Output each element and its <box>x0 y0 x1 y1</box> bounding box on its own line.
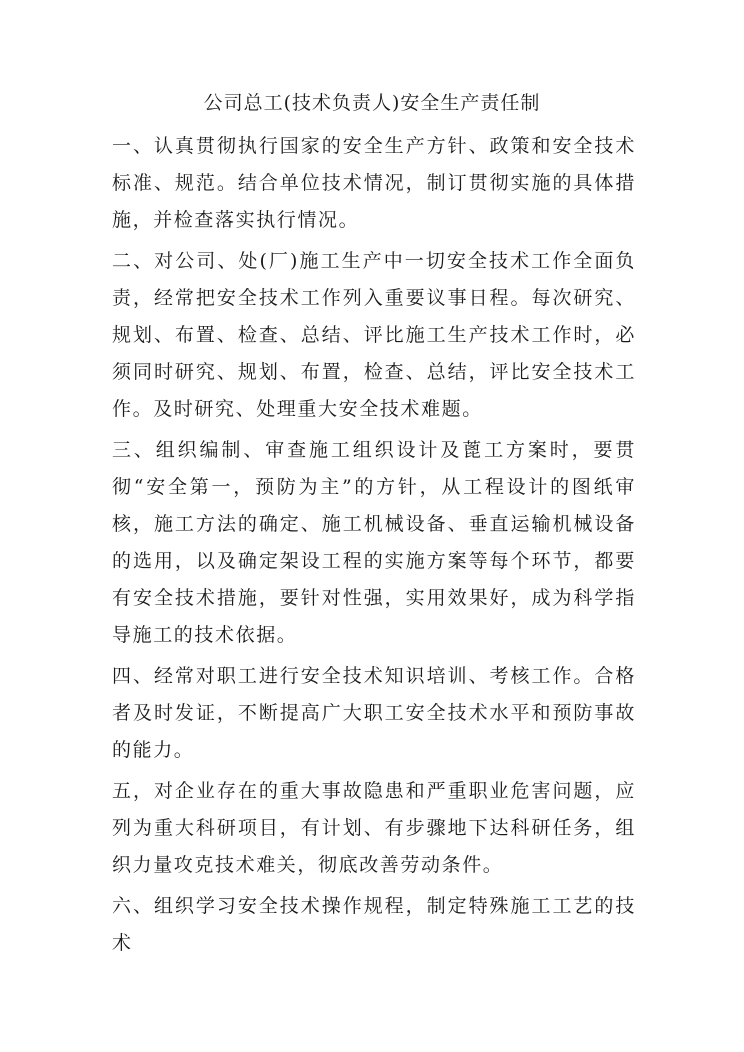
paragraph-1: 一、认真贯彻执行国家的安全生产方针、政策和安全技术标准、规范。结合单位技术情况，制订贯彻实施的具体措施，并检查落实执行情况。 <box>112 135 636 231</box>
paragraph-2: 二、对公司、处(厂)施工生产中一切安全技术工作全面负责，经常把安全技术工作列入重要议事日程。每次研究、规划、布置、检查、总结、评比施工生产技术工作时，必须同时研究、规划、布置，检查、总结，评比安全技术工作。及时研究、处理重大安全技术难题。 <box>112 250 636 420</box>
paragraph-3: 三、组织编制、审查施工组织设计及蓖工方案时，要贯彻“安全第一，预防为主”的方针，从工程设计的图纸审核，施工方法的确定、施工机械设备、垂直运输机械设备的选用，以及确定架设工程的实施方案等每个环节，都要有安全技术措施，要针对性强，实用效果好，成为科学指导施工的技术依据。 <box>112 439 636 646</box>
paragraph-6: 六、组织学习安全技术操作规程，制定特殊施工工艺的技术 <box>112 895 636 954</box>
paragraph-4: 四、经常对职工进行安全技术知识培训、考核工作。合格者及时发证，不断提高广大职工安全技术水平和预防事故的能力。 <box>112 665 636 761</box>
document-body <box>112 128 636 966</box>
paragraph-5: 五，对企业存在的重大事故隐患和严重职业危害问题，应列为重大科研项目，有计划、有步骤地下达科研任务，组织力量攻克技术难关，彻底改善劳动条件。 <box>112 780 636 876</box>
document-title: 公司总工(技术负责人)安全生产责任制 <box>203 92 541 114</box>
